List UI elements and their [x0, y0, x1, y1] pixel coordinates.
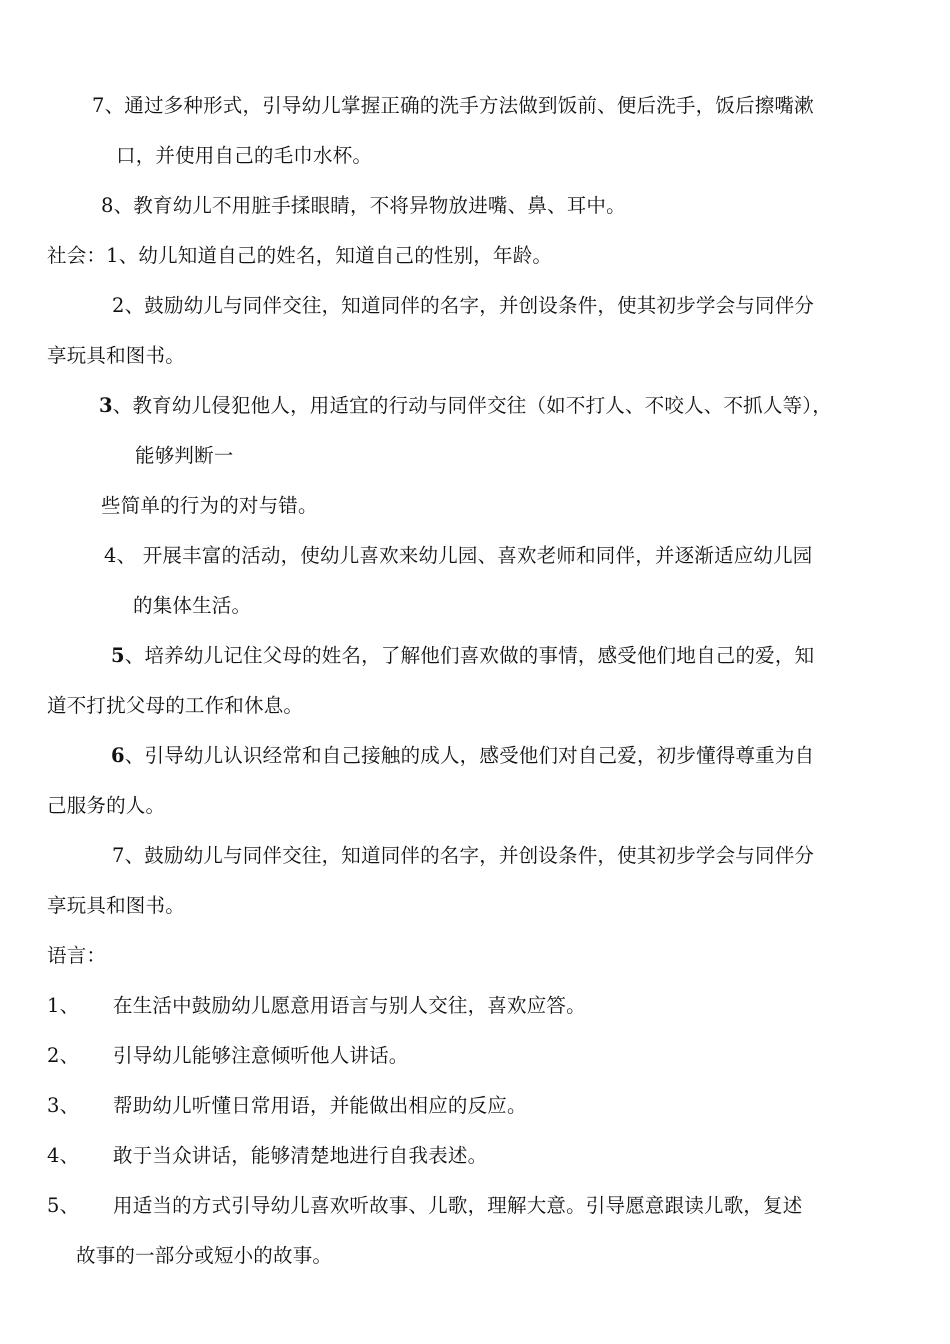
social-item-3-line-1	[99, 393, 832, 419]
social-item-3-text: 、教育幼儿侵犯他人，用适宜的行动与同伴交往（如不打人、不咬人、不抓人等），	[112, 394, 832, 417]
social-heading-item-1: 社会：1、幼儿知道自己的姓名，知道自己的性别，年龄。	[47, 244, 553, 267]
social-item-3-number: 3	[99, 394, 113, 417]
social-item-5-number: 5	[111, 644, 125, 667]
language-item-1	[47, 993, 586, 1019]
health-item-7-line-1: 7、通过多种形式，引导幼儿掌握正确的洗手方法做到饭前、便后洗手，饭后擦嘴漱	[92, 94, 814, 117]
social-item-2-line-2: 享玩具和图书。	[47, 344, 185, 367]
language-item-5-number: 5、	[47, 1194, 80, 1217]
language-item-5-line-2: 故事的一部分或短小的故事。	[76, 1244, 333, 1267]
social-item-5-text: 、培养幼儿记住父母的姓名，了解他们喜欢做的事情，感受他们地自己的爱，知	[124, 644, 815, 667]
social-item-5-line-2: 道不打扰父母的工作和休息。	[47, 694, 304, 717]
language-item-3	[47, 1093, 527, 1119]
language-item-3-text: 帮助幼儿听懂日常用语，并能做出相应的反应。	[113, 1094, 527, 1117]
social-item-2-line-1: 2、鼓励幼儿与同伴交往，知道同伴的名字，并创设条件，使其初步学会与同伴分	[112, 294, 815, 317]
social-item-5-line-1	[111, 643, 814, 669]
language-item-5-line-1	[47, 1193, 803, 1219]
language-item-2	[47, 1043, 409, 1069]
social-item-4-line-1: 4、 开展丰富的活动，使幼儿喜欢来幼儿园、喜欢老师和同伴，并逐渐适应幼儿园	[104, 544, 813, 567]
language-item-4-number: 4、	[47, 1144, 80, 1167]
social-item-6-line-1	[111, 743, 814, 769]
language-item-1-text: 在生活中鼓励幼儿愿意用语言与别人交往，喜欢应答。	[113, 994, 586, 1017]
language-item-2-text: 引导幼儿能够注意倾听他人讲话。	[113, 1044, 409, 1067]
health-item-7-line-2: 口，并使用自己的毛巾水杯。	[116, 144, 373, 167]
health-item-8: 8、教育幼儿不用脏手揉眼睛，不将异物放进嘴、鼻、耳中。	[101, 194, 626, 217]
language-item-3-number: 3、	[47, 1094, 80, 1117]
language-item-4-text: 敢于当众讲话，能够清楚地进行自我表述。	[113, 1144, 488, 1167]
social-item-3-line-3: 些简单的行为的对与错。	[101, 494, 318, 517]
language-heading: 语言：	[47, 944, 107, 967]
social-item-3-line-2: 能够判断一	[135, 444, 234, 467]
social-item-4-line-2: 的集体生活。	[133, 594, 252, 617]
social-item-7-line-1: 7、鼓励幼儿与同伴交往，知道同伴的名字，并创设条件，使其初步学会与同伴分	[112, 844, 815, 867]
social-item-7-line-2: 享玩具和图书。	[47, 894, 185, 917]
social-item-6-line-2: 己服务的人。	[47, 794, 166, 817]
social-item-6-text: 、引导幼儿认识经常和自己接触的成人，感受他们对自己爱，初步懂得尊重为自	[124, 744, 815, 767]
social-item-6-number: 6	[111, 744, 125, 767]
language-item-1-number: 1、	[47, 994, 80, 1017]
language-item-2-number: 2、	[47, 1044, 80, 1067]
language-item-4	[47, 1143, 487, 1169]
language-item-5-text: 用适当的方式引导幼儿喜欢听故事、儿歌，理解大意。引导愿意跟读儿歌，复述	[113, 1194, 803, 1217]
